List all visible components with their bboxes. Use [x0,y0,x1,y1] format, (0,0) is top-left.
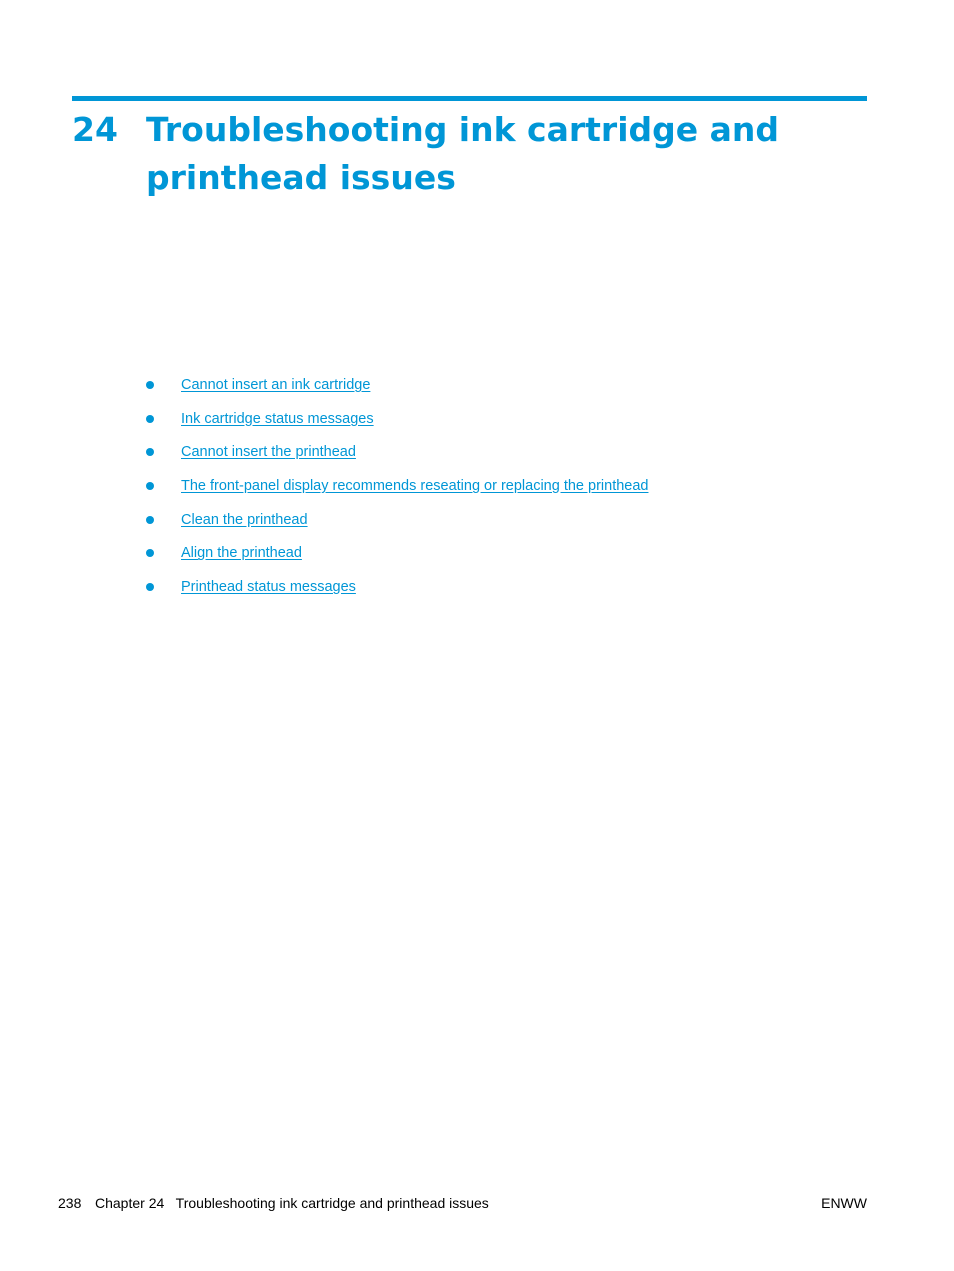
bullet-icon [146,448,154,456]
link-printhead-status-messages[interactable]: Printhead status messages [181,579,356,596]
list-item [146,542,648,576]
chapter-top-rule [72,96,867,101]
chapter-contents-list [146,374,648,610]
list-item [146,408,648,442]
link-cannot-insert-printhead[interactable]: Cannot insert the printhead [181,444,356,461]
footer-doc-code: ENWW [821,1195,867,1211]
list-item [146,576,648,610]
list-item [146,374,648,408]
chapter-title: Troubleshooting ink cartridge and printhead issues [146,110,780,197]
bullet-icon [146,516,154,524]
link-front-panel-recommends-reseating[interactable]: The front-panel display recommends reseating or replacing the printhead [181,478,649,495]
bullet-icon [146,583,154,591]
list-item [146,509,648,543]
link-align-printhead[interactable]: Align the printhead [181,545,302,562]
chapter-number: 24 [72,110,118,149]
bullet-icon [146,549,154,557]
footer-page-number: 238 [58,1195,82,1211]
link-cannot-insert-ink-cartridge[interactable]: Cannot insert an ink cartridge [181,377,371,393]
bullet-icon [146,381,154,389]
link-clean-printhead[interactable]: Clean the printhead [181,511,308,528]
bullet-icon [146,482,154,490]
list-item [146,475,648,509]
bullet-icon [146,415,154,423]
list-item [146,441,648,475]
footer-chapter-text: Chapter 24 Troubleshooting ink cartridge and printhead issues [95,1195,489,1211]
link-ink-cartridge-status-messages[interactable]: Ink cartridge status messages [181,410,374,427]
